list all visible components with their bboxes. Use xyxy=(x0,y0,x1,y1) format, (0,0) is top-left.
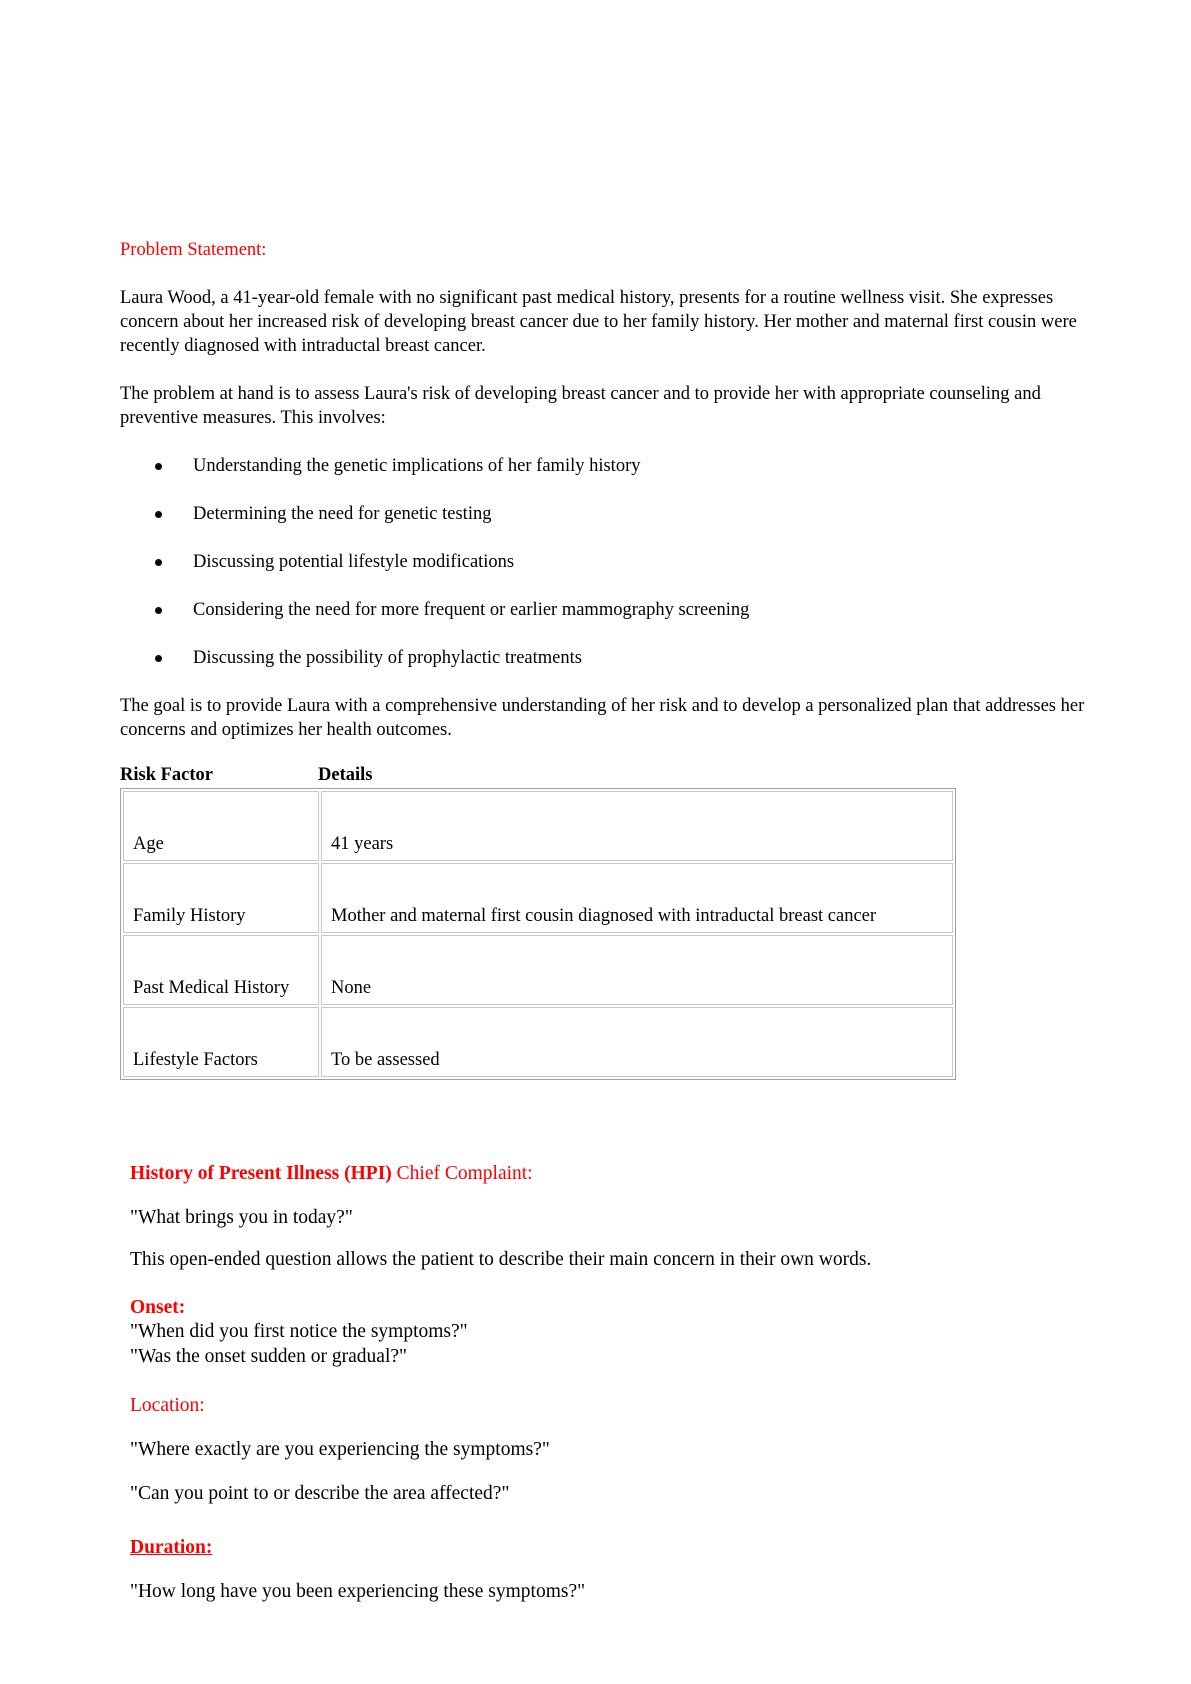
table-row xyxy=(123,1007,953,1077)
list-item-text: Considering the need for more frequent or earlier mammography screening xyxy=(193,600,750,620)
duration-question-1: "How long have you been experiencing these symptoms?" xyxy=(130,1581,586,1602)
list-item-text: Understanding the genetic implications of her family history xyxy=(193,456,641,476)
table-row xyxy=(123,791,953,861)
table-cell-risk-factor: Lifestyle Factors xyxy=(123,1007,319,1077)
table-cell-risk-factor: Past Medical History xyxy=(123,935,319,1005)
list-item-text: Determining the need for genetic testing xyxy=(193,504,492,524)
hpi-heading xyxy=(130,1162,533,1186)
table-row xyxy=(123,863,953,933)
duration-label: Duration: xyxy=(130,1537,213,1558)
onset-question-1: "When did you first notice the symptoms?" xyxy=(130,1321,468,1342)
onset-label: Onset: xyxy=(130,1297,186,1318)
table-row xyxy=(123,935,953,1005)
list-item-text: Discussing the possibility of prophylactic treatments xyxy=(193,648,582,668)
bullet-icon xyxy=(155,511,162,518)
bullet-icon xyxy=(155,607,162,614)
table-cell-details: 41 years xyxy=(321,791,953,861)
table-cell-details: Mother and maternal first cousin diagnosed with intraductal breast cancer xyxy=(321,863,953,933)
table-cell-details: None xyxy=(321,935,953,1005)
table-cell-risk-factor: Age xyxy=(123,791,319,861)
chief-complaint-question: "What brings you in today?" xyxy=(130,1207,353,1228)
location-label: Location: xyxy=(130,1395,205,1416)
table-cell-risk-factor: Family History xyxy=(123,863,319,933)
bullet-icon xyxy=(155,655,162,662)
problem-paragraph-2: The problem at hand is to assess Laura's risk of developing breast cancer and to provide her with appropriate counseling and preventive measures. This involves: xyxy=(120,384,1041,428)
bullet-icon xyxy=(155,463,162,470)
problem-statement-heading: Problem Statement: xyxy=(120,240,267,260)
table-header-risk-factor: Risk Factor xyxy=(120,765,213,785)
onset-question-2: "Was the onset sudden or gradual?" xyxy=(130,1346,407,1367)
problem-paragraph-1: Laura Wood, a 41-year-old female with no significant past medical history, presents for a routine wellness visit. She expresses concern about her increased risk of developing breast cancer due to her family history. Her mother and maternal first cousin were recently diagnosed with intraductal breast cancer. xyxy=(120,288,1077,356)
hpi-heading-chief-complaint: Chief Complaint: xyxy=(391,1163,533,1184)
location-question-2: "Can you point to or describe the area affected?" xyxy=(130,1483,510,1504)
location-question-1: "Where exactly are you experiencing the symptoms?" xyxy=(130,1439,550,1460)
table-cell-details: To be assessed xyxy=(321,1007,953,1077)
chief-complaint-note: This open-ended question allows the patient to describe their main concern in their own words. xyxy=(130,1249,872,1270)
risk-factor-table xyxy=(120,788,956,1080)
problem-paragraph-3: The goal is to provide Laura with a comprehensive understanding of her risk and to develop a personalized plan that addresses her concerns and optimizes her health outcomes. xyxy=(120,696,1085,740)
bullet-icon xyxy=(155,559,162,566)
table-header-details: Details xyxy=(318,765,373,785)
list-item-text: Discussing potential lifestyle modifications xyxy=(193,552,515,572)
hpi-heading-bold: History of Present Illness (HPI) xyxy=(130,1163,392,1184)
